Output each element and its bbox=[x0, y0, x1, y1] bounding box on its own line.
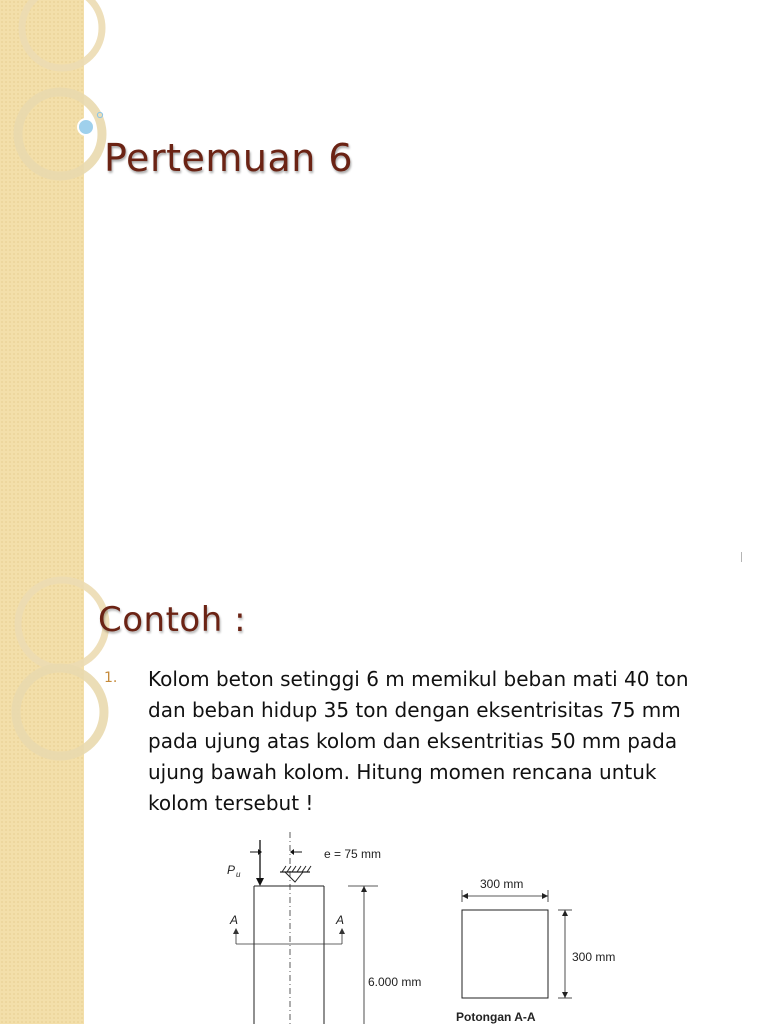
height-dimension bbox=[348, 886, 378, 1024]
load-label: P bbox=[227, 863, 236, 877]
slide-divider-mark bbox=[741, 552, 742, 562]
list-item-number: 1. bbox=[104, 670, 118, 686]
slide-2-title: Contoh : bbox=[98, 600, 247, 640]
upper-ring bbox=[18, 580, 106, 668]
slide-1-ring-decoration bbox=[0, 0, 200, 576]
load-subscript: u bbox=[236, 870, 241, 879]
lower-ring bbox=[16, 668, 104, 756]
load-arrow bbox=[256, 840, 264, 886]
eccentricity-dimension bbox=[250, 849, 302, 855]
eccentricity-label: e = 75 mm bbox=[324, 847, 382, 861]
column-outline bbox=[254, 886, 324, 1024]
cross-section bbox=[462, 890, 572, 998]
section-caption: Potongan A-A bbox=[456, 1010, 536, 1024]
column-diagram bbox=[210, 830, 630, 1024]
upper-ring bbox=[22, 0, 102, 68]
section-mark-left: A bbox=[230, 913, 239, 927]
section-cut-line bbox=[233, 928, 345, 944]
bubble-large bbox=[78, 119, 94, 135]
pin-support bbox=[280, 866, 311, 882]
section-mark-right: A bbox=[336, 913, 345, 927]
width-label: 300 mm bbox=[480, 877, 524, 891]
slide-1-title: Pertemuan 6 bbox=[104, 136, 354, 180]
list-item-text: Kolom beton setinggi 6 m memikul beban mati 40 ton dan beban hidup 35 ton dengan eksentrisitas 75 mm pada ujung atas kolom dan eksentritias 50 mm pada ujung bawah kolom. Hitung momen rencana untuk kolom tersebut ! bbox=[148, 667, 689, 815]
height-label: 6.000 mm bbox=[368, 975, 422, 989]
depth-label: 300 mm bbox=[572, 950, 616, 964]
